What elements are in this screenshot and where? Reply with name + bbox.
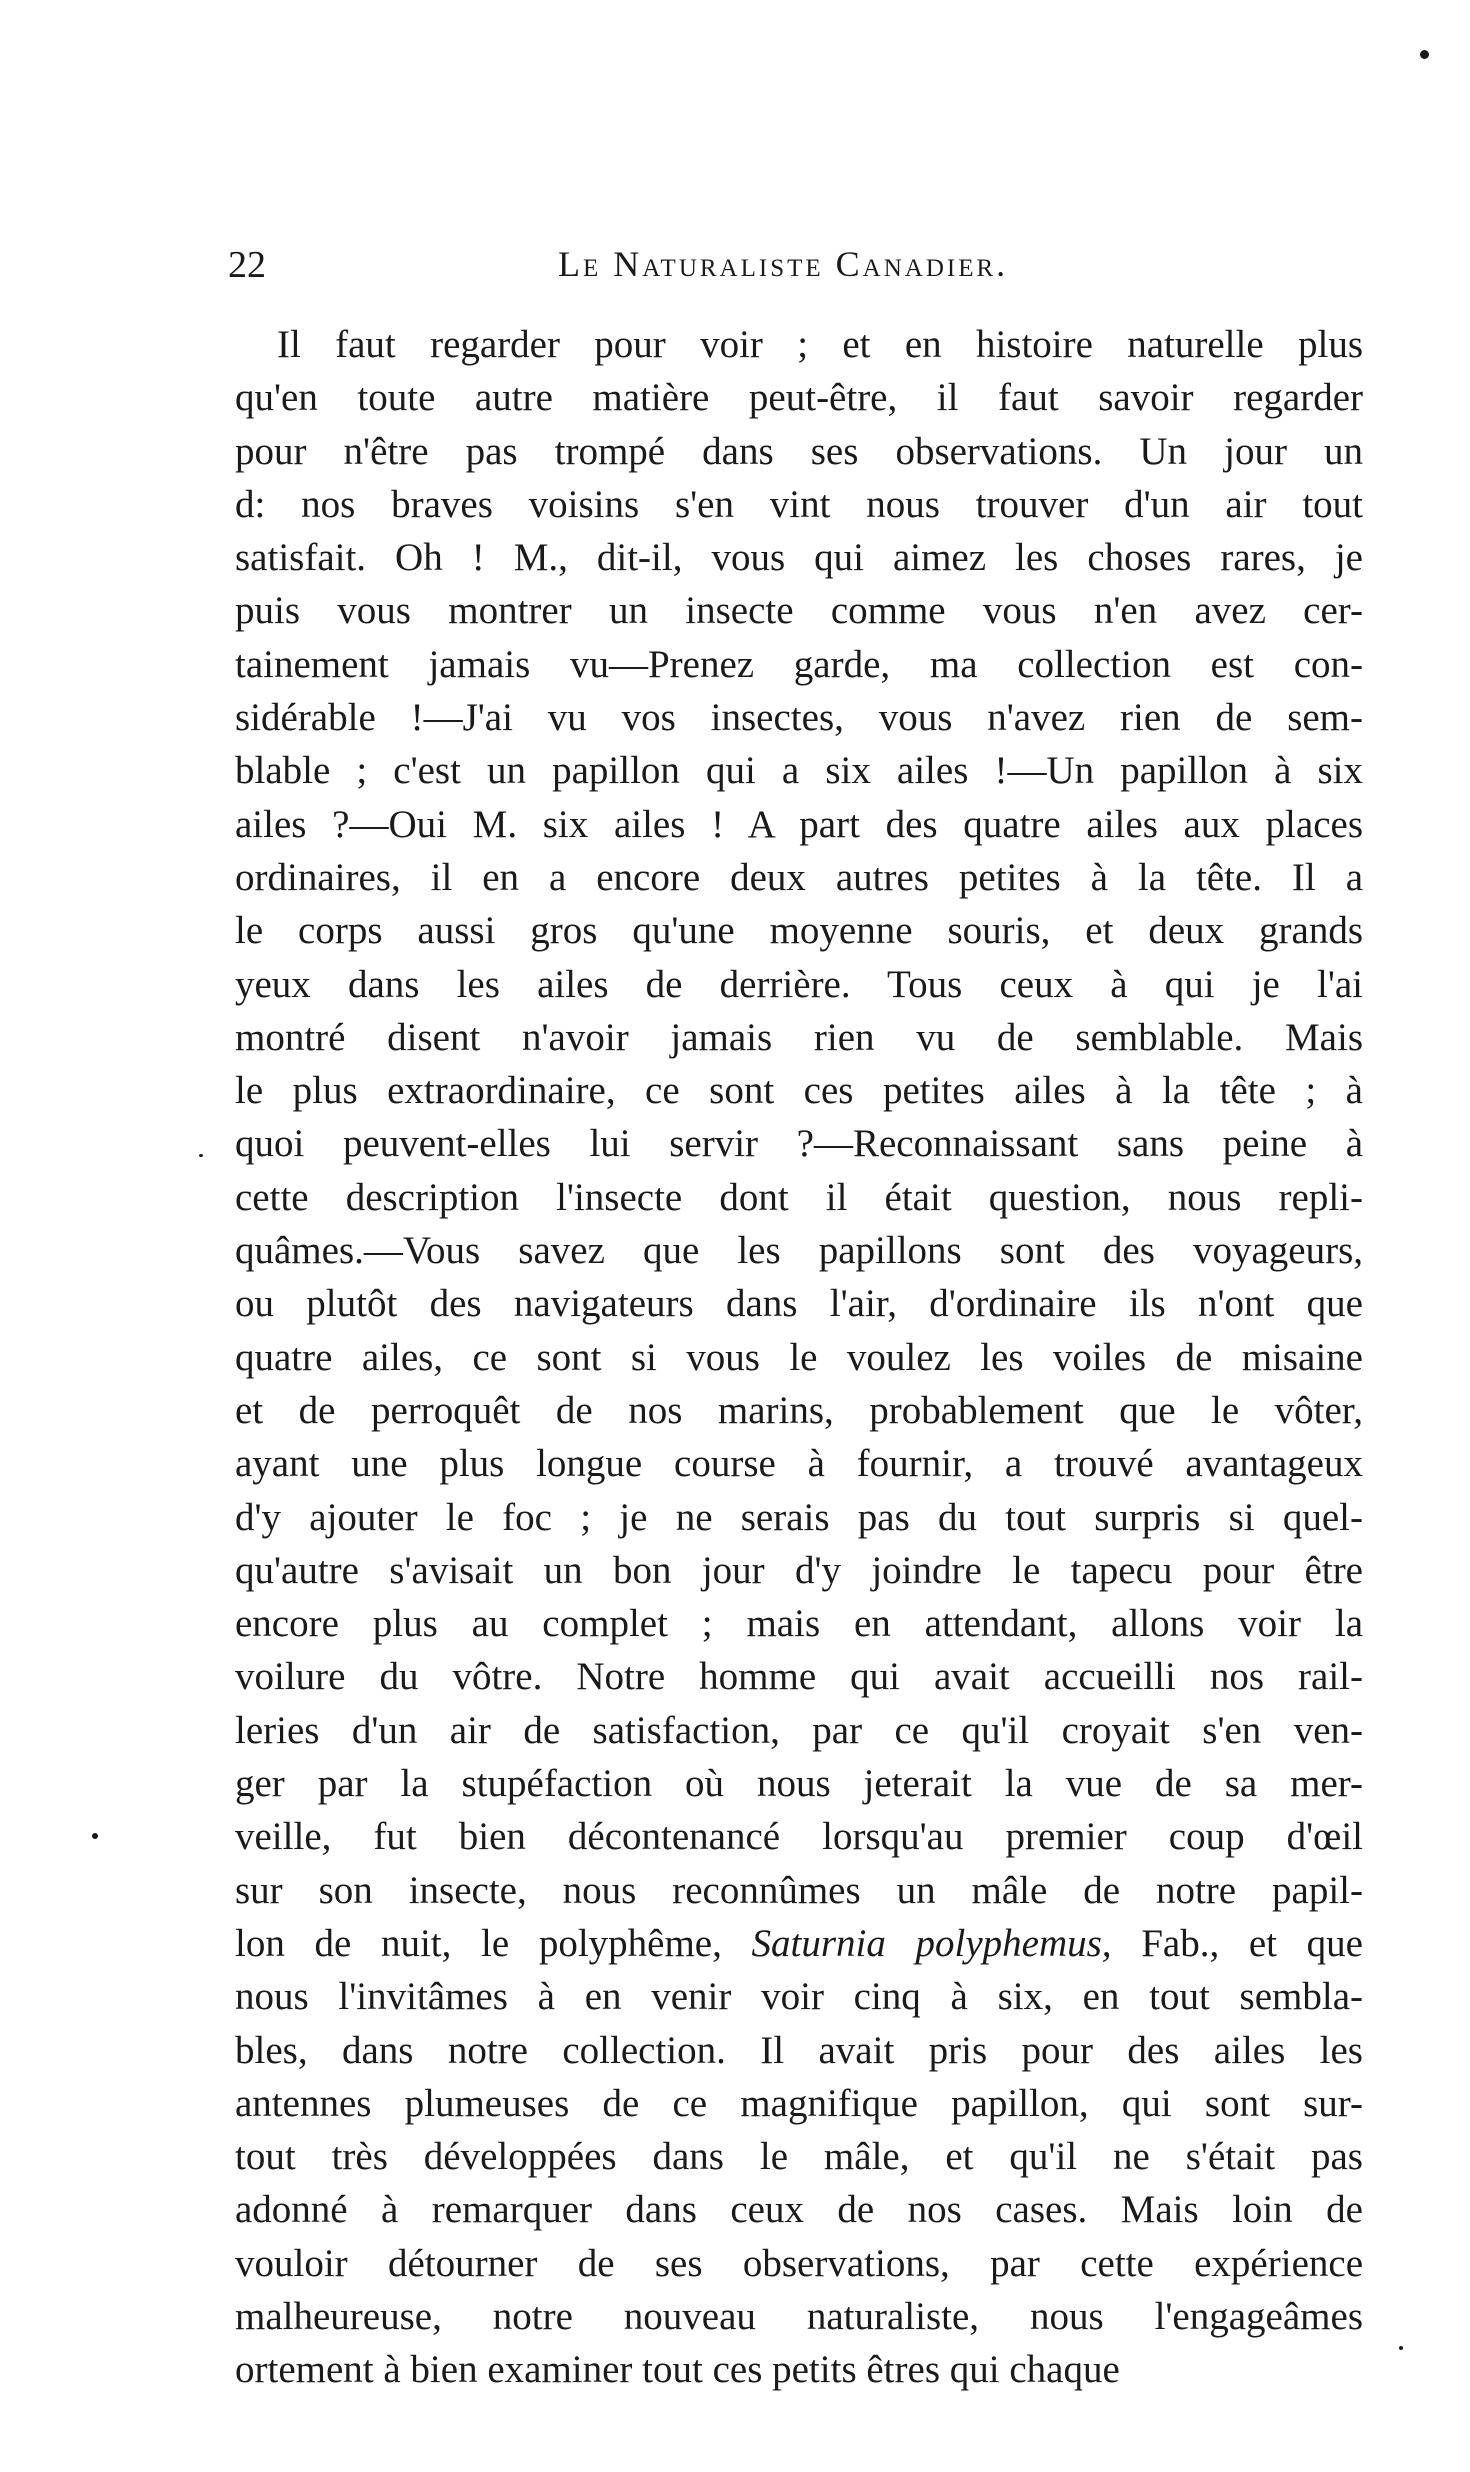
page-header xyxy=(228,243,1363,303)
body-text xyxy=(235,318,1363,2397)
text-line: nous l'invitâmes à en venir voir cinq à six, en tout sembla- xyxy=(235,1975,1363,2019)
text-line: malheureuse, notre nouveau naturaliste, nous l'engageâmes xyxy=(235,2294,1363,2338)
text-line: sur son insecte, nous reconnûmes un mâle de notre papil- xyxy=(235,1868,1363,1912)
text-line: vouloir détourner de ses observations, par cette expérience xyxy=(235,2241,1363,2285)
text-line: cette description l'insecte dont il était question, nous repli- xyxy=(235,1175,1363,1219)
ink-speck xyxy=(1399,2346,1403,2350)
ink-speck xyxy=(1420,50,1429,59)
text-line: yeux dans les ailes de derrière. Tous ceux à qui je l'ai xyxy=(235,962,1363,1006)
text-line: bles, dans notre collection. Il avait pris pour des ailes les xyxy=(235,2028,1363,2072)
text-line: qu'en toute autre matière peut-être, il faut savoir regarder xyxy=(235,376,1363,420)
text-line: le plus extraordinaire, ce sont ces petites ailes à la tête ; à xyxy=(235,1069,1363,1113)
text-line: ou plutôt des navigateurs dans l'air, d'ordinaire ils n'ont que xyxy=(235,1282,1363,1326)
ink-speck xyxy=(199,1154,203,1157)
text-line: blable ; c'est un papillon qui a six ailes !—Un papillon à six xyxy=(235,749,1363,793)
text-line: veille, fut bien décontenancé lorsqu'au premier coup d'œil xyxy=(235,1815,1363,1859)
text-line: quoi peuvent-elles lui servir ?—Reconnaissant sans peine à xyxy=(235,1122,1363,1166)
text-segment: Fab., et que xyxy=(1111,1921,1363,1965)
text-line: ailes ?—Oui M. six ailes ! A part des quatre ailes aux places xyxy=(235,802,1363,846)
text-line: ordinaires, il en a encore deux autres petites à la tête. Il a xyxy=(235,855,1363,899)
text-line: ger par la stupéfaction où nous jeterait la vue de sa mer- xyxy=(235,1762,1363,1806)
page-number: 22 xyxy=(228,244,266,286)
text-line: montré disent n'avoir jamais rien vu de semblable. Mais xyxy=(235,1015,1363,1059)
text-line: qu'autre s'avisait un bon jour d'y joindre le tapecu pour être xyxy=(235,1548,1363,1592)
text-line: d: nos braves voisins s'en vint nous trouver d'un air tout xyxy=(235,482,1363,526)
text-line: tout très développées dans le mâle, et qu'il ne s'était pas xyxy=(235,2135,1363,2179)
text-line: le corps aussi gros qu'une moyenne souris, et deux grands xyxy=(235,909,1363,953)
text-line: puis vous montrer un insecte comme vous n'en avez cer- xyxy=(235,589,1363,633)
text-line: Il faut regarder pour voir ; et en histoire naturelle plus xyxy=(277,323,1363,366)
text-line: d'y ajouter le foc ; je ne serais pas du tout surpris si quel- xyxy=(235,1495,1363,1539)
text-line: ortement à bien examiner tout ces petits êtres qui chaque xyxy=(235,2348,1120,2392)
text-line: tainement jamais vu—Prenez garde, ma collection est con- xyxy=(235,642,1363,686)
text-line: encore plus au complet ; mais en attendant, allons voir la xyxy=(235,1602,1363,1646)
text-line: voilure du vôtre. Notre homme qui avait accueilli nos rail- xyxy=(235,1655,1363,1699)
ink-speck xyxy=(92,1833,98,1839)
species-name: Saturnia polyphemus, xyxy=(751,1921,1112,1965)
text-line: quâmes.—Vous savez que les papillons sont des voyageurs, xyxy=(235,1229,1363,1273)
text-line: antennes plumeuses de ce magnifique papillon, qui sont sur- xyxy=(235,2081,1363,2125)
text-line: adonné à remarquer dans ceux de nos cases. Mais loin de xyxy=(235,2188,1363,2232)
text-line: ayant une plus longue course à fournir, a trouvé avantageux xyxy=(235,1442,1363,1486)
text-line: leries d'un air de satisfaction, par ce qu'il croyait s'en ven- xyxy=(235,1708,1363,1752)
text-line: sidérable !—J'ai vu vos insectes, vous n'avez rien de sem- xyxy=(235,696,1363,740)
running-head: Le Naturaliste Canadier. xyxy=(558,244,1009,284)
text-line: quatre ailes, ce sont si vous le voulez les voiles de misaine xyxy=(235,1335,1363,1379)
text-segment: lon de nuit, le polyphême, xyxy=(235,1921,752,1965)
text-line xyxy=(235,1917,1363,1970)
text-line: satisfait. Oh ! M., dit-il, vous qui aimez les choses rares, je xyxy=(235,536,1363,580)
text-line: pour n'être pas trompé dans ses observations. Un jour un xyxy=(235,429,1363,473)
text-line: et de perroquêt de nos marins, probablement que le vôter, xyxy=(235,1388,1363,1432)
